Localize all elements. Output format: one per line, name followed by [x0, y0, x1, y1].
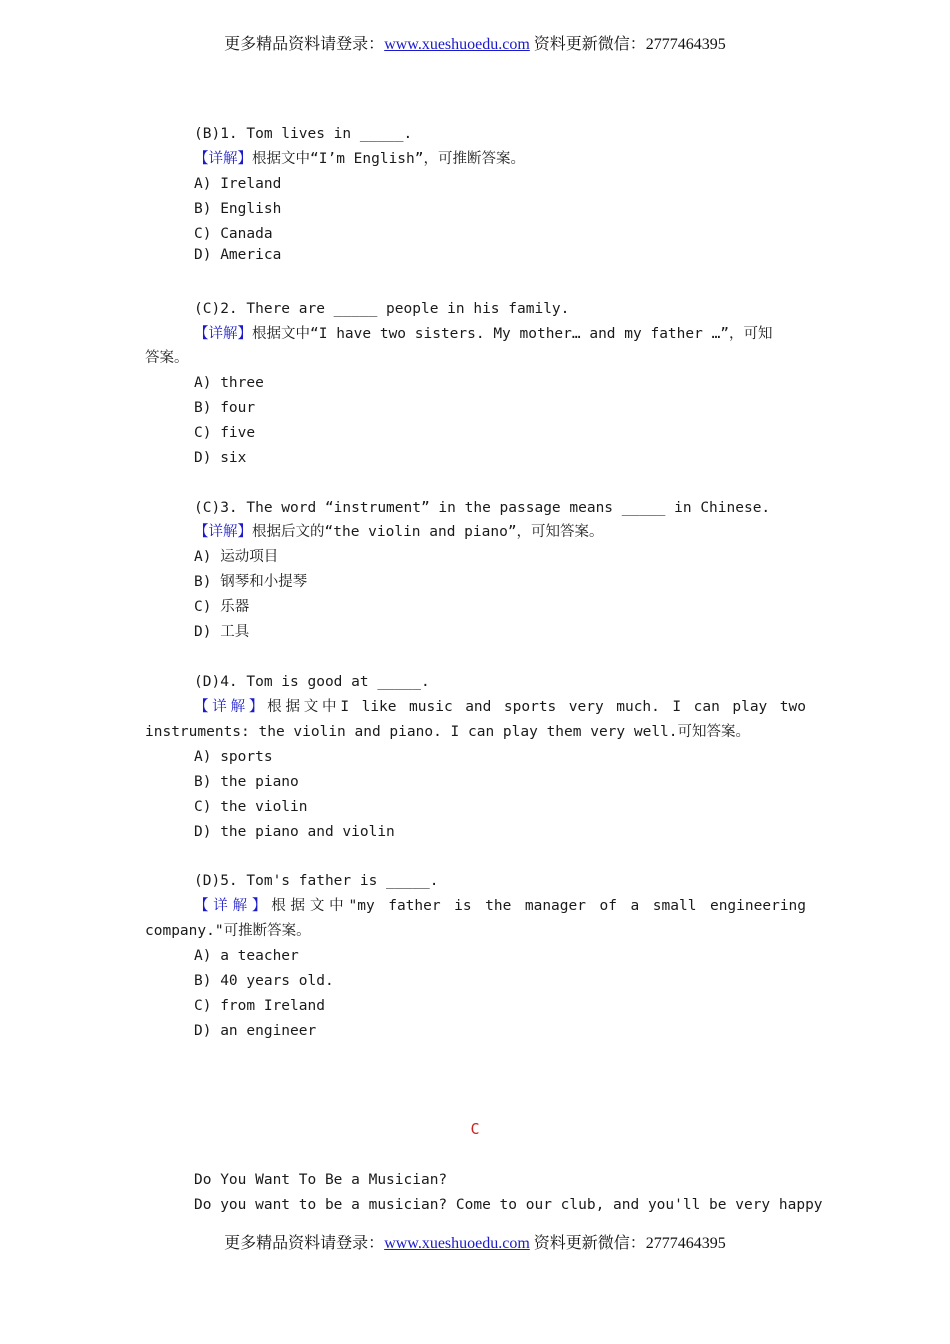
- question-5-option-c: C) from Ireland: [194, 998, 325, 1014]
- question-2-explanation-cont: 答案。: [145, 350, 189, 366]
- question-4-stem: (D)4. Tom is good at _____.: [194, 674, 430, 690]
- header-prefix: 更多精品资料请登录：: [224, 36, 385, 53]
- footer-suffix: 资料更新微信：2777464395: [529, 1235, 726, 1252]
- question-4-option-b: B) the piano: [194, 774, 299, 790]
- question-3-option-b: B) 钢琴和小提琴: [194, 574, 308, 590]
- question-2-option-b: B) four: [194, 400, 256, 416]
- question-1-option-a: A) Ireland: [194, 176, 282, 192]
- question-4-option-a: A) sports: [194, 749, 273, 765]
- passage-first-line: Do you want to be a musician? Come to our club, and you'll be very happy: [194, 1197, 823, 1213]
- question-2-option-d: D) six: [194, 450, 247, 466]
- question-3-explanation: 【详解】根据后文的“the violin and piano”，可知答案。: [194, 524, 604, 540]
- question-1-explanation: 【详解】根据文中“I’m English”，可推断答案。: [194, 151, 525, 167]
- question-1-option-b: B) English: [194, 201, 282, 217]
- question-2-stem: (C)2. There are _____ people in his family.: [194, 301, 570, 317]
- detail-tag: 【详解】: [194, 326, 252, 342]
- detail-tag: 【详解】: [194, 151, 252, 167]
- question-3-stem: (C)3. The word “instrument” in the passage means _____ in Chinese.: [194, 500, 771, 516]
- footer-prefix: 更多精品资料请登录：: [224, 1235, 385, 1252]
- question-4-explanation-cont: instruments: the violin and piano. I can play them very well.可知答案。: [145, 724, 751, 740]
- question-3-option-c: C) 乐器: [194, 599, 250, 615]
- page-footer: [0, 1230, 950, 1253]
- detail-tag: 【详解】: [194, 898, 272, 914]
- page-header: [0, 31, 950, 54]
- question-5-option-b: B) 40 years old.: [194, 973, 334, 989]
- question-3-option-a: A) 运动项目: [194, 549, 279, 565]
- detail-tag: 【详解】: [194, 699, 268, 715]
- passage-title: Do You Want To Be a Musician?: [194, 1172, 448, 1188]
- question-1-stem: (B)1. Tom lives in _____.: [194, 126, 413, 142]
- question-2-option-c: C) five: [194, 425, 256, 441]
- question-1-option-d: D) America: [194, 247, 282, 263]
- header-link[interactable]: www.xueshuoedu.com: [384, 36, 530, 53]
- header-suffix: 资料更新微信：2777464395: [529, 36, 726, 53]
- detail-tag: 【详解】: [194, 524, 252, 540]
- footer-link[interactable]: www.xueshuoedu.com: [384, 1235, 530, 1252]
- question-4-explanation: 【详解】根据文中I like music and sports very much. I can play two: [194, 699, 806, 715]
- question-2-option-a: A) three: [194, 375, 264, 391]
- question-2-explanation: 【详解】根据文中“I have two sisters. My mother… and my father …”，可知: [194, 326, 773, 342]
- question-5-explanation: 【详解】根据文中"my father is the manager of a small engineering: [194, 898, 807, 914]
- question-4-option-d: D) the piano and violin: [194, 824, 395, 840]
- section-label: C: [470, 1120, 480, 1138]
- question-4-option-c: C) the violin: [194, 799, 308, 815]
- question-5-explanation-cont: company."可推断答案。: [145, 923, 311, 939]
- question-5-stem: (D)5. Tom's father is _____.: [194, 873, 439, 889]
- question-5-option-d: D) an engineer: [194, 1023, 317, 1039]
- question-1-option-c: C) Canada: [194, 226, 273, 242]
- question-5-option-a: A) a teacher: [194, 948, 299, 964]
- question-3-option-d: D) 工具: [194, 624, 250, 640]
